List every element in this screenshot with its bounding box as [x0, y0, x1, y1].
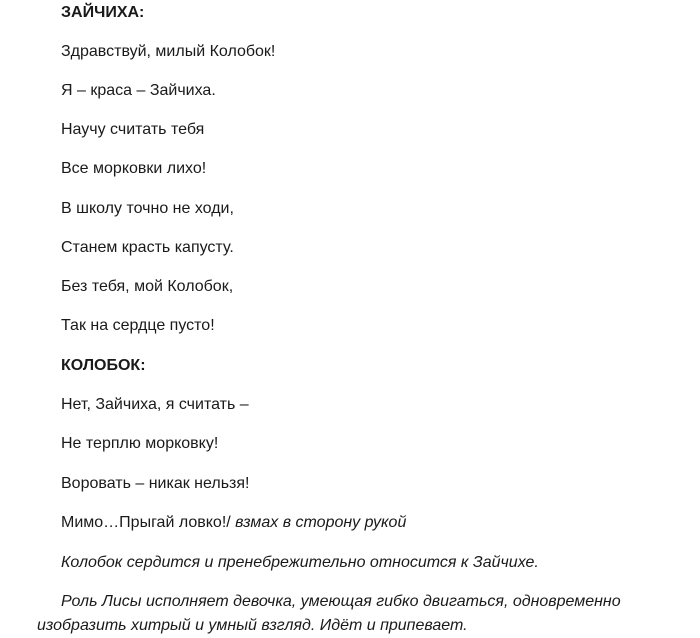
verse-line: Не терплю морковку!	[61, 435, 219, 452]
verse-line: Научу считать тебя	[61, 121, 205, 138]
verse-line: Я – краса – Зайчиха.	[61, 82, 216, 99]
verse-line: Без тебя, мой Колобок,	[61, 278, 234, 295]
verse-line: Все морковки лихо!	[61, 160, 207, 177]
verse-line: Так на сердце пусто!	[61, 317, 215, 334]
verse-line: В школу точно не ходи,	[61, 200, 234, 217]
verse-line-with-direction	[61, 513, 406, 533]
verse-line: Здравствуй, милый Колобок!	[61, 43, 276, 60]
verse-line: Станем красть капусту.	[61, 239, 234, 256]
narrative-paragraph: Роль Лисы исполняет девочка, умеющая гибко двигаться, одновременно изобразить хитрый и умный взгляд. Идёт и припевает.	[37, 593, 621, 634]
verse-text: Мимо…Прыгай ловко!/	[61, 514, 231, 531]
inline-stage-direction: взмах в сторону рукой	[230, 514, 407, 531]
stage-direction: Колобок сердится и пренебрежительно относится к Зайчихе.	[61, 554, 539, 571]
speaker-heading-kolobok: КОЛОБОК:	[61, 357, 146, 374]
verse-line: Нет, Зайчиха, я считать –	[61, 396, 249, 413]
speaker-heading-zayhicha: ЗАЙЧИХА:	[61, 4, 145, 21]
verse-line: Воровать – никак нельзя!	[61, 475, 250, 492]
